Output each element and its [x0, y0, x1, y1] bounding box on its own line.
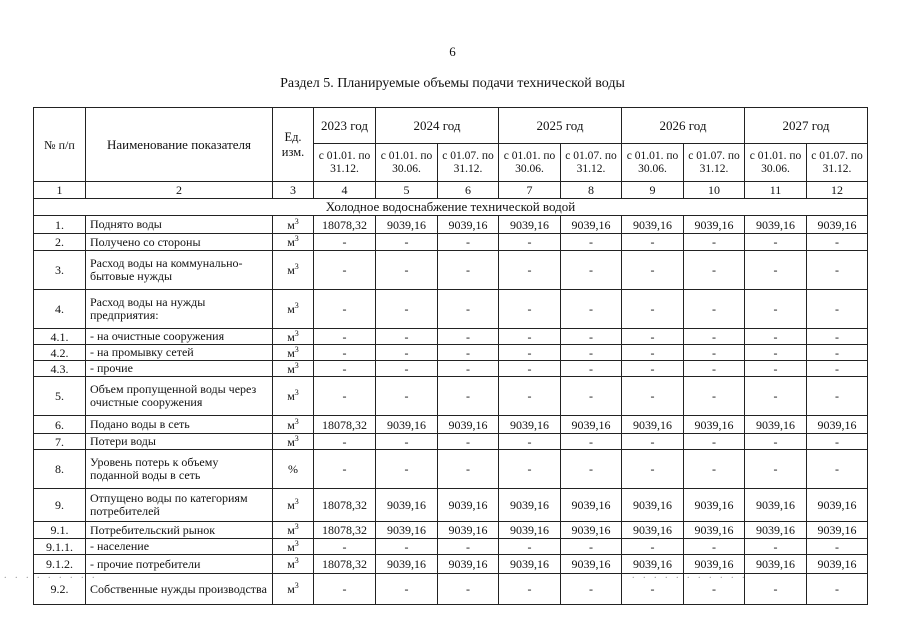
- value-cell: -: [684, 345, 745, 361]
- unit-cell: [273, 345, 314, 361]
- unit-base: м: [287, 235, 295, 249]
- unit-base: м: [287, 498, 295, 512]
- value-cell: -: [807, 539, 868, 555]
- value-cell: -: [745, 434, 807, 450]
- column-number: 11: [745, 182, 807, 199]
- value-cell: -: [684, 361, 745, 377]
- unit-cell: [273, 234, 314, 251]
- unit-superscript: 3: [294, 538, 299, 548]
- value-cell: 9039,16: [745, 416, 807, 434]
- margin-dots-right: . . . . . . . . . . .: [632, 570, 748, 581]
- value-cell: 9039,16: [499, 216, 561, 234]
- row-number: 9.1.1.: [34, 539, 86, 555]
- unit-cell: [273, 361, 314, 377]
- indicator-name: - прочие потребители: [86, 555, 273, 574]
- unit-superscript: 3: [294, 497, 299, 506]
- value-cell: -: [807, 345, 868, 361]
- row-number: 4.3.: [34, 361, 86, 377]
- value-cell: -: [684, 377, 745, 416]
- value-cell: -: [376, 450, 438, 489]
- row-number: 5.: [34, 377, 86, 416]
- section-header: Холодное водоснабжение технической водой: [34, 199, 868, 216]
- unit-cell: [273, 216, 314, 234]
- column-number: 2: [86, 182, 273, 199]
- value-cell: -: [499, 290, 561, 329]
- indicator-name: Подано воды в сеть: [86, 416, 273, 434]
- value-cell: -: [376, 345, 438, 361]
- value-cell: -: [499, 251, 561, 290]
- unit-superscript: 3: [294, 416, 299, 426]
- row-number: 7.: [34, 434, 86, 450]
- value-cell: 9039,16: [438, 522, 499, 539]
- unit-superscript: 3: [294, 581, 299, 590]
- value-cell: -: [376, 290, 438, 329]
- value-cell: -: [438, 361, 499, 377]
- value-cell: -: [745, 329, 807, 345]
- value-cell: -: [622, 434, 684, 450]
- unit-base: м: [287, 582, 295, 596]
- value-cell: 9039,16: [438, 416, 499, 434]
- value-cell: 9039,16: [684, 489, 745, 522]
- value-cell: -: [745, 377, 807, 416]
- value-cell: -: [499, 234, 561, 251]
- value-cell: -: [807, 434, 868, 450]
- column-number: 5: [376, 182, 438, 199]
- water-volume-table: [33, 107, 868, 605]
- value-cell: -: [561, 251, 622, 290]
- unit-cell: [273, 416, 314, 434]
- row-number: 4.: [34, 290, 86, 329]
- row-number: 6.: [34, 416, 86, 434]
- value-cell: 9039,16: [376, 216, 438, 234]
- column-number: 3: [273, 182, 314, 199]
- value-cell: 9039,16: [561, 416, 622, 434]
- value-cell: -: [561, 361, 622, 377]
- indicator-name: Потребительский рынок: [86, 522, 273, 539]
- value-cell: -: [684, 329, 745, 345]
- indicator-name: - население: [86, 539, 273, 555]
- value-cell: -: [438, 329, 499, 345]
- value-cell: 9039,16: [745, 522, 807, 539]
- value-cell: -: [438, 434, 499, 450]
- value-cell: 9039,16: [684, 555, 745, 574]
- value-cell: -: [376, 361, 438, 377]
- unit-cell: [273, 522, 314, 539]
- value-cell: 9039,16: [376, 522, 438, 539]
- unit-base: м: [287, 361, 295, 376]
- unit-cell: [273, 377, 314, 416]
- value-cell: -: [499, 574, 561, 605]
- value-cell: 9039,16: [745, 489, 807, 522]
- value-cell: 9039,16: [561, 555, 622, 574]
- header-period: с 01.01. по 30.06.: [376, 144, 438, 182]
- value-cell: -: [314, 361, 376, 377]
- value-cell: 18078,32: [314, 416, 376, 434]
- indicator-name: - прочие: [86, 361, 273, 377]
- unit-base: м: [287, 263, 295, 277]
- indicator-name: Объем пропущенной воды через очистные сооружения: [86, 377, 273, 416]
- value-cell: 9039,16: [684, 416, 745, 434]
- header-name: Наименование показателя: [86, 108, 273, 182]
- unit-cell: [273, 434, 314, 450]
- unit-superscript: 3: [294, 388, 299, 397]
- value-cell: 9039,16: [438, 216, 499, 234]
- indicator-name: - на очистные сооружения: [86, 329, 273, 345]
- column-number: 8: [561, 182, 622, 199]
- unit-superscript: 3: [294, 216, 299, 226]
- unit-base: м: [287, 557, 295, 571]
- value-cell: -: [499, 361, 561, 377]
- value-cell: 9039,16: [499, 489, 561, 522]
- value-cell: -: [499, 450, 561, 489]
- value-cell: -: [376, 539, 438, 555]
- value-cell: -: [314, 377, 376, 416]
- indicator-name: Отпущено воды по категориям потребителей: [86, 489, 273, 522]
- header-year-2023: 2023 год: [314, 108, 376, 144]
- value-cell: -: [314, 234, 376, 251]
- table-row: [34, 290, 868, 329]
- row-number: 9.: [34, 489, 86, 522]
- value-cell: 9039,16: [807, 555, 868, 574]
- value-cell: -: [684, 251, 745, 290]
- header-year-2025: 2025 год: [499, 108, 622, 144]
- row-number: 9.1.: [34, 522, 86, 539]
- table-row: [34, 450, 868, 489]
- margin-dots-left: . . . . . . . . .: [4, 570, 98, 581]
- value-cell: -: [684, 574, 745, 605]
- value-cell: 9039,16: [622, 216, 684, 234]
- value-cell: 9039,16: [376, 416, 438, 434]
- value-cell: -: [807, 574, 868, 605]
- header-period: с 01.01. по 31.12.: [314, 144, 376, 182]
- value-cell: -: [561, 434, 622, 450]
- header-period: с 01.07. по 31.12.: [438, 144, 499, 182]
- value-cell: -: [561, 290, 622, 329]
- header-period: с 01.01. по 30.06.: [499, 144, 561, 182]
- value-cell: -: [499, 377, 561, 416]
- unit-base: м: [287, 345, 295, 360]
- value-cell: 9039,16: [376, 489, 438, 522]
- value-cell: -: [622, 377, 684, 416]
- value-cell: -: [438, 234, 499, 251]
- header-num: № п/п: [34, 108, 86, 182]
- value-cell: -: [622, 345, 684, 361]
- unit-superscript: 3: [294, 556, 299, 565]
- indicator-name: Уровень потерь к объему поданной воды в сеть: [86, 450, 273, 489]
- value-cell: -: [314, 434, 376, 450]
- value-cell: -: [561, 539, 622, 555]
- value-cell: -: [314, 345, 376, 361]
- value-cell: 9039,16: [561, 522, 622, 539]
- indicator-name: Поднято воды: [86, 216, 273, 234]
- column-number: 10: [684, 182, 745, 199]
- unit-cell: [273, 539, 314, 555]
- value-cell: -: [684, 290, 745, 329]
- column-number: 7: [499, 182, 561, 199]
- table-row: [34, 234, 868, 251]
- table-row: [34, 361, 868, 377]
- value-cell: -: [376, 251, 438, 290]
- row-number: 4.1.: [34, 329, 86, 345]
- value-cell: -: [745, 251, 807, 290]
- row-number: 3.: [34, 251, 86, 290]
- unit-cell: [273, 555, 314, 574]
- row-number: 9.2.: [34, 574, 86, 605]
- column-number: 9: [622, 182, 684, 199]
- value-cell: 9039,16: [684, 216, 745, 234]
- value-cell: -: [807, 251, 868, 290]
- value-cell: -: [745, 290, 807, 329]
- value-cell: -: [561, 345, 622, 361]
- value-cell: 18078,32: [314, 489, 376, 522]
- value-cell: -: [376, 377, 438, 416]
- value-cell: -: [561, 574, 622, 605]
- value-cell: -: [314, 290, 376, 329]
- value-cell: -: [745, 574, 807, 605]
- value-cell: -: [561, 329, 622, 345]
- value-cell: -: [314, 329, 376, 345]
- value-cell: 9039,16: [745, 555, 807, 574]
- value-cell: -: [684, 450, 745, 489]
- table-row: [34, 345, 868, 361]
- value-cell: -: [745, 234, 807, 251]
- unit-superscript: 3: [294, 522, 299, 531]
- header-period: с 01.01. по 30.06.: [622, 144, 684, 182]
- unit-base: м: [287, 539, 295, 554]
- indicator-name: Получено со стороны: [86, 234, 273, 251]
- value-cell: -: [745, 345, 807, 361]
- unit-superscript: 3: [294, 262, 299, 271]
- value-cell: -: [684, 234, 745, 251]
- table-row: [34, 434, 868, 450]
- value-cell: 9039,16: [745, 216, 807, 234]
- header-period: с 01.07. по 31.12.: [684, 144, 745, 182]
- unit-base: м: [287, 302, 295, 316]
- value-cell: -: [376, 434, 438, 450]
- value-cell: -: [499, 434, 561, 450]
- column-number: 6: [438, 182, 499, 199]
- table-row: [34, 377, 868, 416]
- header-year-2024: 2024 год: [376, 108, 499, 144]
- value-cell: -: [622, 539, 684, 555]
- value-cell: 18078,32: [314, 555, 376, 574]
- table-row: [34, 522, 868, 539]
- value-cell: 9039,16: [807, 489, 868, 522]
- value-cell: -: [438, 345, 499, 361]
- value-cell: -: [684, 434, 745, 450]
- value-cell: 9039,16: [622, 555, 684, 574]
- unit-base: м: [287, 329, 295, 344]
- unit-cell: [273, 574, 314, 605]
- value-cell: 9039,16: [499, 416, 561, 434]
- value-cell: 9039,16: [499, 555, 561, 574]
- value-cell: -: [807, 234, 868, 251]
- value-cell: -: [622, 234, 684, 251]
- value-cell: -: [438, 251, 499, 290]
- value-cell: -: [376, 329, 438, 345]
- unit-superscript: 3: [294, 328, 299, 338]
- value-cell: -: [499, 345, 561, 361]
- value-cell: -: [376, 574, 438, 605]
- table-row: [34, 416, 868, 434]
- indicator-name: - на промывку сетей: [86, 345, 273, 361]
- value-cell: 9039,16: [807, 522, 868, 539]
- unit-superscript: 3: [294, 344, 299, 354]
- value-cell: 9039,16: [438, 555, 499, 574]
- row-number: 9.1.2.: [34, 555, 86, 574]
- row-number: 1.: [34, 216, 86, 234]
- unit-cell: [273, 489, 314, 522]
- table-row: [34, 251, 868, 290]
- value-cell: -: [622, 290, 684, 329]
- value-cell: 9039,16: [499, 522, 561, 539]
- value-cell: -: [807, 329, 868, 345]
- row-number: 2.: [34, 234, 86, 251]
- header-period: с 01.01. по 30.06.: [745, 144, 807, 182]
- value-cell: 18078,32: [314, 216, 376, 234]
- unit-cell: [273, 290, 314, 329]
- row-number: 8.: [34, 450, 86, 489]
- value-cell: 9039,16: [376, 555, 438, 574]
- indicator-name: Расход воды на коммунально-бытовые нужды: [86, 251, 273, 290]
- value-cell: -: [622, 251, 684, 290]
- value-cell: -: [807, 361, 868, 377]
- unit-base: м: [287, 434, 295, 449]
- value-cell: -: [438, 450, 499, 489]
- unit-base: м: [287, 417, 295, 432]
- unit-cell: [273, 329, 314, 345]
- value-cell: -: [561, 450, 622, 489]
- table-row: [34, 489, 868, 522]
- column-number: 4: [314, 182, 376, 199]
- unit-superscript: 3: [294, 360, 299, 370]
- value-cell: -: [314, 539, 376, 555]
- indicator-name: Собственные нужды производства: [86, 574, 273, 605]
- unit-base: м: [287, 389, 295, 403]
- header-year-2026: 2026 год: [622, 108, 745, 144]
- unit-base: м: [287, 217, 295, 232]
- value-cell: -: [622, 574, 684, 605]
- value-cell: -: [314, 251, 376, 290]
- value-cell: -: [807, 377, 868, 416]
- header-period: с 01.07. по 31.12.: [561, 144, 622, 182]
- value-cell: 9039,16: [807, 416, 868, 434]
- unit-base: м: [287, 523, 295, 537]
- value-cell: 9039,16: [807, 216, 868, 234]
- unit-superscript: 3: [294, 234, 299, 243]
- row-number: 4.2.: [34, 345, 86, 361]
- header-year-2027: 2027 год: [745, 108, 868, 144]
- value-cell: 9039,16: [622, 489, 684, 522]
- header-period: с 01.07. по 31.12.: [807, 144, 868, 182]
- value-cell: -: [745, 361, 807, 377]
- value-cell: -: [314, 574, 376, 605]
- table-row: [34, 329, 868, 345]
- value-cell: -: [622, 450, 684, 489]
- page-number: 6: [449, 44, 456, 59]
- value-cell: -: [438, 539, 499, 555]
- value-cell: -: [807, 450, 868, 489]
- value-cell: -: [314, 450, 376, 489]
- value-cell: -: [622, 361, 684, 377]
- value-cell: -: [684, 539, 745, 555]
- header-unit: Ед. изм.: [273, 108, 314, 182]
- indicator-name: Расход воды на нужды предприятия:: [86, 290, 273, 329]
- value-cell: -: [499, 329, 561, 345]
- value-cell: -: [376, 234, 438, 251]
- value-cell: -: [561, 234, 622, 251]
- column-number: 12: [807, 182, 868, 199]
- value-cell: 9039,16: [622, 416, 684, 434]
- value-cell: -: [438, 574, 499, 605]
- indicator-name: Потери воды: [86, 434, 273, 450]
- value-cell: -: [622, 329, 684, 345]
- value-cell: 9039,16: [561, 489, 622, 522]
- column-number: 1: [34, 182, 86, 199]
- value-cell: -: [745, 539, 807, 555]
- value-cell: -: [807, 290, 868, 329]
- table-row: [34, 539, 868, 555]
- value-cell: -: [438, 377, 499, 416]
- value-cell: -: [438, 290, 499, 329]
- value-cell: -: [745, 450, 807, 489]
- value-cell: -: [499, 539, 561, 555]
- section-title: Раздел 5. Планируемые объемы подачи технической воды: [280, 76, 625, 91]
- value-cell: 9039,16: [622, 522, 684, 539]
- unit-superscript: 3: [294, 433, 299, 443]
- unit-superscript: 3: [294, 301, 299, 310]
- value-cell: 9039,16: [684, 522, 745, 539]
- value-cell: 9039,16: [438, 489, 499, 522]
- table-row: [34, 216, 868, 234]
- unit-cell: %: [273, 450, 314, 489]
- value-cell: 9039,16: [561, 216, 622, 234]
- unit-cell: [273, 251, 314, 290]
- value-cell: 18078,32: [314, 522, 376, 539]
- value-cell: -: [561, 377, 622, 416]
